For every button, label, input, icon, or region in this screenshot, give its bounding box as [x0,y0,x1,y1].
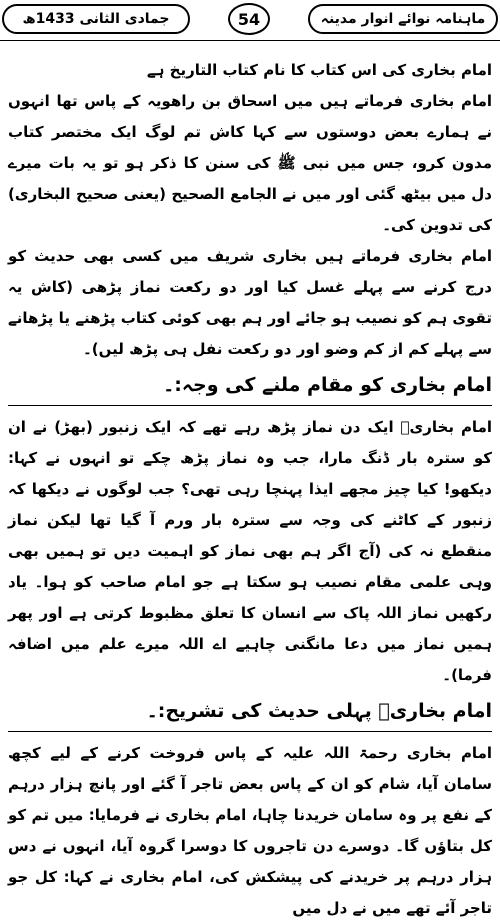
section-heading-block [8,694,492,732]
article-body [8,55,492,924]
paragraph: امام بخاری رحمۃ اللہ علیہ کے پاس فروخت کرنے کے لیے کچھ سامان آیا، شام کو ان کے پاس بعض تاجر آ گئے اور پانچ ہزار درہم کے نفع پر وہ سامان خریدنا چاہا، امام بخاری نے فرمایا: میں تم کو کل بتاؤں گا۔ دوسرے دن تاجروں کا دوسرا گروہ آیا، انہوں نے دس ہزار درہم پر خریدنے کی پیشکش کی، امام بخاری نے کہا: کل جو تاجر آئے تھے میں نے دل میں [8,744,492,917]
page-header [0,0,500,42]
header-divider [0,40,500,41]
heading-divider [8,405,492,406]
section-heading: امام بخاریؒ پہلی حدیث کی تشریح:۔ [146,700,492,722]
section-heading-block [8,368,492,406]
page-number-badge [228,3,270,35]
issue-date-box [2,4,190,34]
issue-date: جمادی الثانی 1433ھ [22,11,170,27]
page-number: 54 [237,9,261,29]
heading-divider [8,731,492,732]
magazine-title-box [308,4,498,34]
magazine-title: ماہنامہ نوائے انوار مدینہ [320,11,486,27]
paragraph: امام بخاری کی اس کتاب کا نام کتاب التاریخ ہے [146,61,492,79]
paragraph: امام بخاری فرماتے ہیں میں اسحاق بن راھویہ کے پاس تھا انہوں نے ہمارے بعض دوستوں سے کہا کاش تم لوگ ایک مختصر کتاب مدون کرو، جس میں نبی ﷺ کی سنن کا ذکر ہو تو یہ بات میرے دل میں بیٹھ گئی اور میں نے الجامع الصحیح (یعنی صحیح البخاری) کی تدوین کی۔ [8,92,492,234]
paragraph: امام بخاری فرماتے ہیں بخاری شریف میں کسی بھی حدیث کو درج کرنے سے پہلے غسل کیا اور دو رکعت نماز پڑھی (کاش یہ تقوی ہم کو نصیب ہو جائے اور ہم بھی کوئی کتاب پڑھنے یا پڑھانے سے پہلے کم از کم وضو اور دو رکعت نفل ہی پڑھ لیں)۔ [8,247,492,358]
paragraph: امام بخاریؒ ایک دن نماز پڑھ رہے تھے کہ ایک زنبور (بھڑ) نے ان کو سترہ بار ڈنگ مارا، جب وہ نماز پڑھ چکے تو انہوں نے کہا: دیکھو! کیا چیز مجھے ایذا پہنچا رہی تھی؟ جب لوگوں نے دیکھا کہ زنبور کے کاٹنے کی وجہ سے سترہ بار ورم آ گیا تھا لیکن نماز منقطع نہ کی (آج اگر ہم بھی نماز کو اہمیت دیں تو ہمیں بھی وہی علمی مقام نصیب ہو سکتا ہے جو امام صاحب کو ہوا۔ یاد رکھیں نماز اللہ پاک سے انسان کا تعلق مظبوط کرتی ہے اور پھر ہمیں نماز میں دعا مانگنی چاہیے اے اللہ میرے علم میں اضافہ فرما)۔ [8,418,492,684]
section-heading: امام بخاری کو مقام ملنے کی وجہ:۔ [163,374,492,396]
